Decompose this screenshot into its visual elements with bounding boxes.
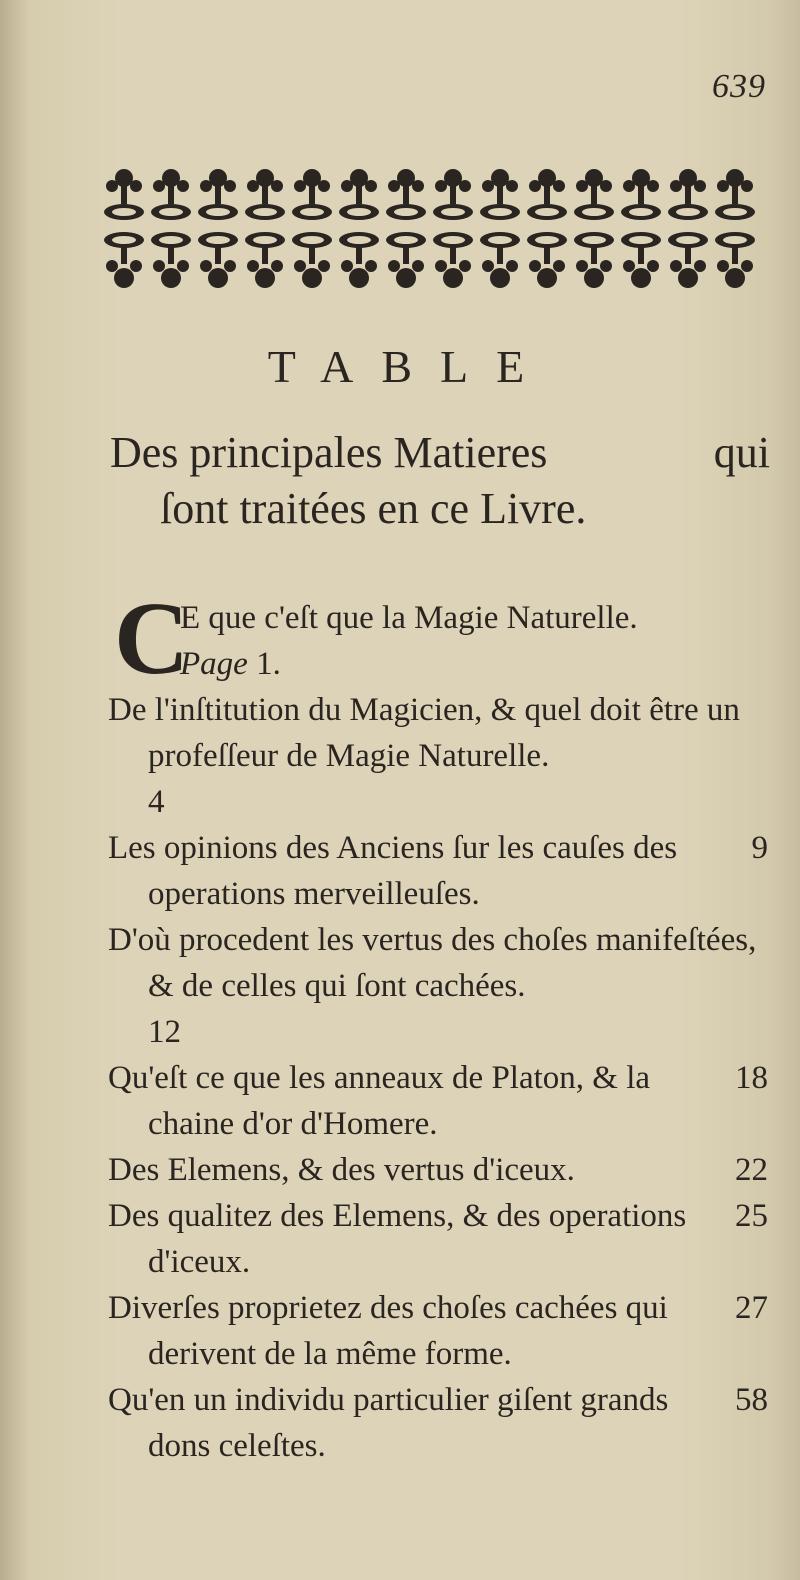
page-label: Page	[180, 646, 248, 682]
fleuron-ornament-icon	[100, 160, 760, 300]
toc-entry	[108, 1147, 768, 1193]
subtitle-line1-a: Des principales Matieres	[110, 428, 548, 477]
table-of-contents	[108, 581, 768, 1469]
toc-entry-text: Qu'eſt ce que les anneaux de Platon, & la chaine d'or d'Homere.	[108, 1060, 651, 1142]
toc-entry-page: 1.	[256, 646, 281, 682]
toc-entry-text: D'où procedent les vertus des choſes manifeſtées, & de celles qui ſont cachées.	[108, 922, 757, 1004]
toc-entry-text: Des qualitez des Elemens, & des operations d'iceux.	[108, 1198, 687, 1280]
toc-entry	[108, 687, 768, 825]
toc-entry-list	[108, 687, 768, 1469]
page-title: TABLE	[267, 341, 553, 392]
toc-entry	[108, 825, 768, 917]
subtitle-line2: ſont traitées en ce Livre.	[160, 484, 587, 533]
toc-entry-page: 22	[735, 1152, 768, 1188]
toc-entry-page: 4	[148, 784, 165, 820]
subtitle-line1-b: qui	[713, 428, 770, 477]
toc-entry	[108, 1285, 768, 1377]
toc-entry-text: E que c'eſt que la Magie Naturelle.	[180, 600, 638, 636]
page-subtitle	[110, 425, 770, 537]
toc-entry	[108, 917, 768, 1055]
toc-entry-page: 58	[735, 1382, 768, 1418]
toc-entry-text: Des Elemens, & des vertus d'iceux.	[108, 1152, 575, 1188]
toc-entry	[108, 1377, 768, 1469]
toc-entry-page: 25	[735, 1198, 768, 1234]
toc-entry-page: 12	[148, 1014, 181, 1050]
toc-entry	[108, 1193, 768, 1285]
toc-entry-page: 18	[735, 1060, 768, 1096]
toc-entry-page: 27	[735, 1290, 768, 1326]
drop-cap: C	[114, 581, 190, 696]
toc-entry-text: Diverſes proprietez des choſes cachées qui derivent de la même forme.	[108, 1290, 668, 1372]
toc-entry-first	[108, 581, 768, 696]
toc-entry	[108, 1055, 768, 1147]
toc-entry-page: 9	[751, 830, 768, 866]
toc-entry-text: De l'inſtitution du Magicien, & quel doit être un profeſſeur de Magie Naturelle.	[108, 692, 740, 774]
toc-entry-text: Qu'en un individu particulier giſent grands dons celeſtes.	[108, 1382, 669, 1464]
page-number: 639	[712, 68, 766, 105]
toc-entry-text: Les opinions des Anciens ſur les cauſes des operations merveilleuſes.	[108, 830, 678, 912]
